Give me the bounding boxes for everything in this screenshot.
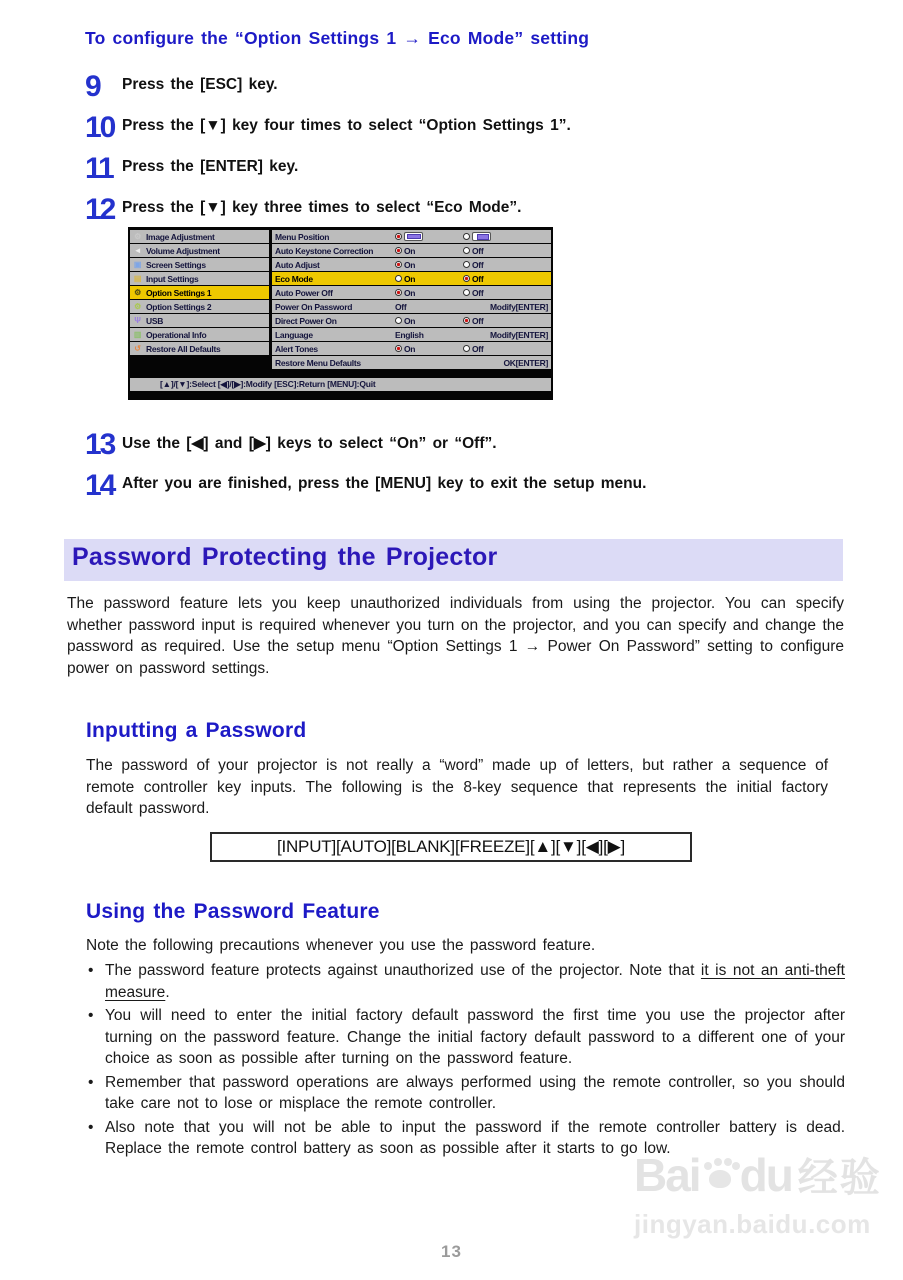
default-password-key-sequence-box: [INPUT][AUTO][BLANK][FREEZE][▲][▼][◀][▶] (210, 832, 692, 862)
bullet-text: You will need to enter the initial factory default password the first time you use the projector after turning on the password feature. Change the initial factory default password to a different one of your choice as soon as possible after turning on the password feature. (105, 1007, 845, 1067)
setting-value: Off (472, 287, 484, 298)
setting-option-cell (463, 232, 551, 241)
radio-selected-icon (395, 247, 402, 254)
setting-label: Eco Mode (275, 273, 313, 284)
step-number: 14 (85, 469, 115, 502)
setting-option-cell (395, 288, 463, 298)
config-heading: To configure the “Option Settings 1 → Eco Mode” setting (85, 28, 590, 48)
using-password-note: Note the following precautions whenever you use the password feature. (86, 937, 596, 954)
precautions-bullet-list (88, 960, 845, 1162)
setting-option-cell (463, 344, 551, 354)
setting-option-cell (395, 260, 463, 270)
setting-value: Modify[ENTER] (490, 301, 548, 312)
radio-unselected-icon (463, 233, 470, 240)
projector-menu-screenshot (128, 227, 553, 400)
step-text: Press the [▼] key three times to select “Eco Mode”. (122, 199, 522, 216)
radio-unselected-icon (463, 247, 470, 254)
setting-label: Auto Adjust (275, 259, 320, 270)
setting-value: Off (472, 315, 484, 326)
menu-sidebar-item (130, 300, 269, 313)
radio-unselected-icon (395, 275, 402, 282)
setting-label: Power On Password (275, 301, 353, 312)
menu-sidebar-item-label: Volume Adjustment (146, 245, 220, 256)
radio-selected-icon (395, 289, 402, 296)
bullet-dot: • (88, 1118, 94, 1136)
setting-value: On (404, 259, 416, 270)
menu-sidebar (130, 230, 269, 356)
radio-selected-icon (395, 345, 402, 352)
using-password-heading: Using the Password Feature (86, 900, 380, 923)
setting-value: Off (472, 273, 484, 284)
steps-list-before-screenshot (85, 70, 845, 234)
step-text: Press the [ENTER] key. (122, 158, 299, 175)
bullet-text: Remember that password operations are always performed using the remote controller, so you should take care not to lose or misplace the remote controller. (105, 1073, 845, 1112)
step-item (85, 111, 845, 144)
radio-selected-icon (463, 275, 470, 282)
setting-label: Restore Menu Defaults (275, 357, 361, 368)
step-item (85, 428, 845, 461)
setting-option-cell (463, 302, 551, 312)
baidu-paw-icon (702, 1158, 738, 1192)
setting-label: Auto Power Off (275, 287, 333, 298)
menu-sidebar-item-label: Image Adjustment (146, 231, 215, 242)
menu-sidebar-item-label: Input Settings (146, 273, 199, 284)
step-number: 10 (85, 111, 115, 144)
setting-value: Off (472, 343, 484, 354)
baidu-jingyan-cjk-text: 经验 (797, 1156, 882, 1200)
setting-option-cell (463, 260, 551, 270)
setting-value: On (404, 315, 416, 326)
step-item (85, 70, 845, 103)
radio-unselected-icon (395, 317, 402, 324)
menu-sidebar-item-label: Option Settings 2 (146, 301, 212, 312)
menu-sidebar-item (130, 230, 269, 243)
setting-option-cell (395, 302, 463, 312)
step-item (85, 193, 845, 226)
screen-icon: ▣ (133, 260, 142, 269)
option-settings-2-icon: ⚙ (134, 302, 141, 311)
setting-label: Language (275, 329, 313, 340)
bullet-text: Also note that you will not be able to input the password if the remote controller battery is dead. Replace the remote control battery as soon as possible after it starts to go low. (105, 1118, 845, 1157)
menu-setting-row (272, 356, 551, 369)
menu-setting-row (272, 314, 551, 327)
bullet-item (88, 1117, 845, 1160)
setting-value: On (404, 273, 416, 284)
menu-sidebar-item-label: Option Settings 1 (146, 287, 212, 298)
bullet-dot: • (88, 1073, 94, 1091)
menu-sidebar-item-label: Restore All Defaults (146, 343, 221, 354)
radio-selected-icon (463, 317, 470, 324)
volume-icon: ◄ (133, 246, 142, 255)
baidu-logo-text: Bai (634, 1148, 700, 1201)
menu-sidebar-item-label: Screen Settings (146, 259, 206, 270)
setting-label: Auto Keystone Correction (275, 245, 374, 256)
menu-setting-row (272, 300, 551, 313)
menu-sidebar-item (130, 258, 269, 271)
menu-setting-row (272, 328, 551, 341)
radio-unselected-icon (463, 289, 470, 296)
setting-label: Direct Power On (275, 315, 337, 326)
radio-selected-icon (395, 233, 402, 240)
bullet-text: The password feature protects against unauthorized use of the projector. Note that it is not an anti-theft measure. (105, 962, 845, 1001)
menu-sidebar-item (130, 328, 269, 341)
setting-option-cell (395, 246, 463, 256)
step-text: Use the [◀] and [▶] keys to select “On” or “Off”. (122, 435, 497, 452)
menu-setting-row (272, 244, 551, 257)
setting-option-cell (463, 274, 551, 284)
menu-setting-row (272, 342, 551, 355)
menu-sidebar-item (130, 272, 269, 285)
step-text: Press the [▼] key four times to select “Option Settings 1”. (122, 117, 571, 134)
menu-sidebar-item (130, 342, 269, 355)
setting-option-cell (463, 330, 551, 340)
section-body-paragraph: The password feature lets you keep unauthorized individuals from using the projector. You can specify whether password input is required whenever you turn on the projector, and you can specify and change the password as required. Use the setup menu “Option Settings 1 → Power On Password” setting to configure power on password settings. (67, 595, 844, 677)
option-settings-1-icon: ⚙ (134, 288, 141, 297)
step-item (85, 152, 845, 185)
radio-selected-icon (395, 261, 402, 268)
setting-option-cell (463, 358, 551, 368)
step-number: 13 (85, 428, 115, 461)
image-adjustment-icon: ⚙ (134, 232, 141, 241)
menu-sidebar-item (130, 314, 269, 327)
radio-unselected-icon (463, 345, 470, 352)
setting-option-cell (463, 246, 551, 256)
step-number: 11 (85, 152, 113, 185)
inputting-password-heading: Inputting a Password (86, 719, 307, 742)
input-icon: ▤ (133, 274, 142, 283)
menu-status-bar: [▲]/[▼]:Select [◀]/[▶]:Modify [ESC]:Return [MENU]:Quit (130, 378, 551, 391)
bullet-item (88, 960, 845, 1003)
setting-option-cell (395, 316, 463, 326)
setting-value: Modify[ENTER] (490, 329, 548, 340)
step-text: Press the [ESC] key. (122, 76, 278, 93)
setting-value: OK[ENTER] (503, 357, 548, 368)
menu-pos-left-icon (404, 232, 423, 241)
bullet-item (88, 1005, 845, 1070)
setting-value: English (395, 329, 424, 340)
menu-pos-right-icon (472, 232, 491, 241)
steps-list-after-screenshot (85, 428, 845, 510)
bullet-dot: • (88, 962, 94, 979)
section-header-band (64, 539, 843, 581)
step-number: 9 (85, 70, 100, 103)
bullet-dot: • (88, 1007, 94, 1024)
setting-value: Off (472, 259, 484, 270)
menu-setting-row (272, 258, 551, 271)
setting-value: On (404, 343, 416, 354)
inputting-password-paragraph: The password of your projector is not really a “word” made up of letters, but rather a sequence of remote controller key inputs. The following is the 8-key sequence that represents the initial factory default password. (86, 757, 828, 817)
baidu-logo-text: du (739, 1148, 792, 1201)
setting-value: Off (395, 301, 407, 312)
setting-option-cell (395, 344, 463, 354)
step-number: 12 (85, 193, 115, 226)
bullet-item (88, 1072, 845, 1115)
menu-sidebar-item-label: Operational Info (146, 329, 207, 340)
menu-setting-row (272, 286, 551, 299)
operational-info-icon: ▥ (133, 330, 142, 339)
setting-value: On (404, 245, 416, 256)
setting-option-cell (395, 330, 463, 340)
setting-value: On (404, 287, 416, 298)
menu-setting-row (272, 272, 551, 285)
setting-label: Alert Tones (275, 343, 318, 354)
setting-value: Off (472, 245, 484, 256)
section-title: Password Protecting the Projector (72, 543, 498, 571)
step-item (85, 469, 845, 502)
setting-option-cell (463, 288, 551, 298)
step-text: After you are finished, press the [MENU] key to exit the setup menu. (122, 475, 647, 492)
menu-sidebar-item (130, 244, 269, 257)
setting-option-cell (395, 274, 463, 284)
setting-label: Menu Position (275, 231, 330, 242)
setting-option-cell (463, 316, 551, 326)
menu-sidebar-item (130, 286, 269, 299)
menu-setting-row (272, 230, 551, 243)
menu-settings-panel (272, 230, 551, 370)
watermark-url: jingyan.baidu.com (634, 1209, 871, 1239)
menu-sidebar-item-label: USB (146, 315, 164, 326)
setting-option-cell (395, 232, 463, 241)
radio-unselected-icon (463, 261, 470, 268)
usb-icon: Ψ (134, 316, 141, 325)
page-number: 13 (441, 1242, 462, 1261)
restore-icon: ↺ (134, 344, 141, 353)
